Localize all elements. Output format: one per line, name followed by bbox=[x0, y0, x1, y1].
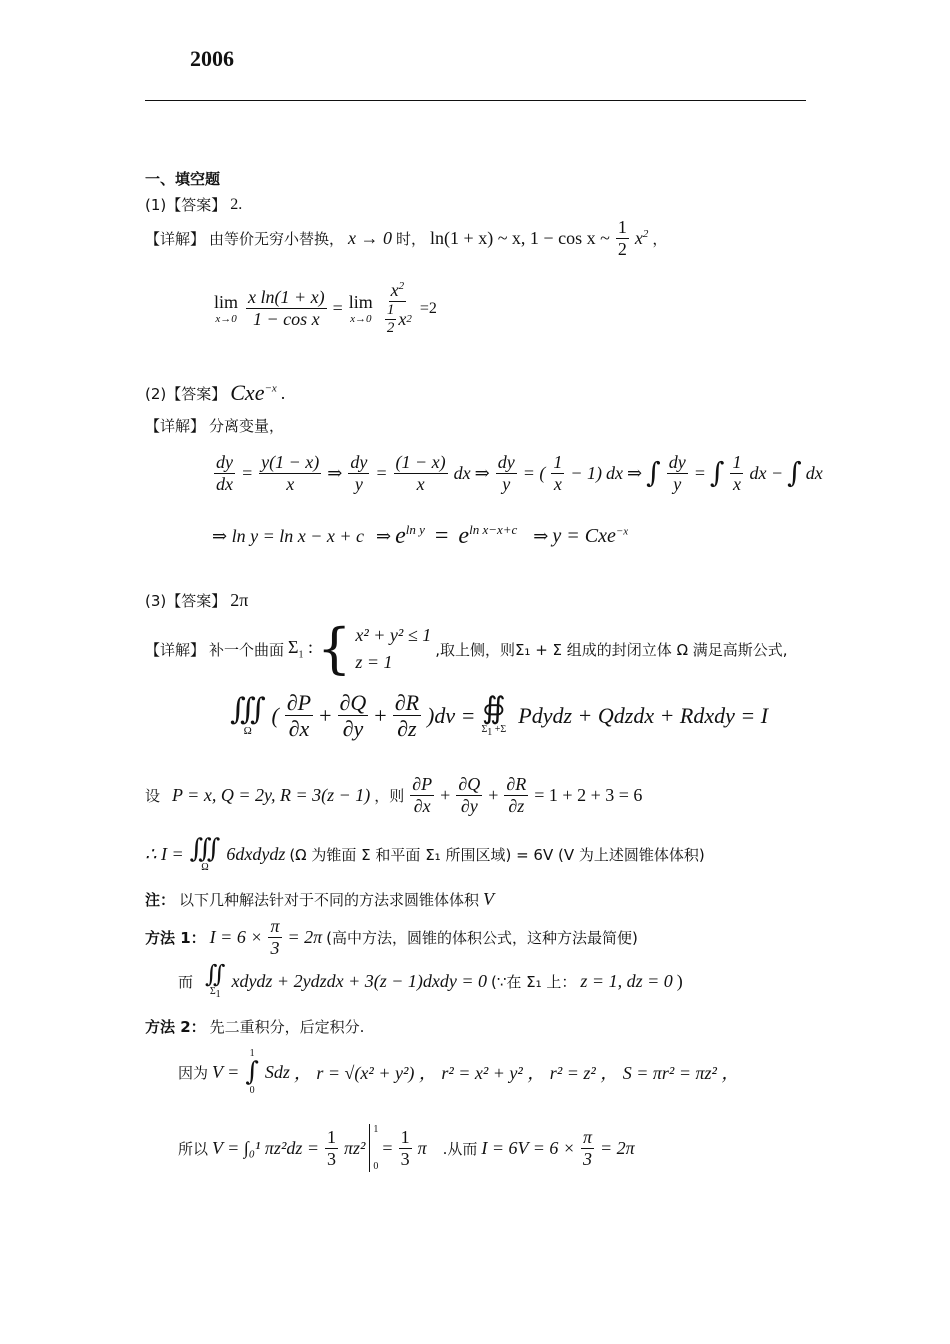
q3-gauss-formula: ∭ Ω ( $\frac{\partial P}{\partial x}$ + $\frac{\partial Q}{\partial y}$ + $\frac{\partial R}{\partial z}$ )dv = ∯ $\Sigma_1 +\Sigma$ Pdydz + Qdzdx + Rdxdy = I bbox=[230, 690, 769, 742]
q1-half-den: 2 bbox=[617, 238, 627, 259]
q3-answer-value: 2π bbox=[230, 590, 249, 610]
q3-method2b-mid: πz² bbox=[344, 1137, 366, 1158]
header-divider bbox=[145, 100, 806, 101]
q3-method2b-pre: 所以 bbox=[178, 1139, 209, 1158]
q3-therefore: ∴ I = bbox=[145, 844, 184, 864]
q3-answer-prefix: (3)【答案】 bbox=[145, 592, 227, 610]
q1-num-1: x ln(1 + x) bbox=[248, 287, 325, 308]
q3-method2b-final: I = 6V = 6 × bbox=[481, 1137, 575, 1158]
q3-method2b-then: .从而 bbox=[442, 1139, 478, 1158]
q2-ln-line: ⇒ ln y = ln x − x + c bbox=[212, 525, 364, 546]
q3-method2a-line: 因为 V = 1 ∫ 0 Sdz ， r = √(x² + y²) ， r² = x² + y² ， r² = z² ， S = πr² = πz² ， bbox=[178, 1048, 740, 1096]
q1-den-1: 1 − cos x bbox=[253, 309, 320, 330]
q3-method2b-final-b: = 2π bbox=[600, 1137, 635, 1158]
q2-e-right: e bbox=[458, 523, 470, 549]
q3-detail-label: 【详解】 bbox=[145, 640, 206, 659]
q1-limit-equation: lim x→0 $\frac{\text{x ln(1 + x)}}{\text{1 − cos x}}$ = lim x→0 $x^2$ $\frac{1}{2}$ x 2 =2 bbox=[214, 280, 437, 336]
q1-lim-word-1: lim bbox=[214, 292, 239, 313]
q1-x-inner: x bbox=[398, 309, 407, 330]
q3-method2a-s: Sdz bbox=[264, 1061, 290, 1082]
q3-method1b-expr: xdydz + 2ydzdx + 3(z − 1)dxdy = 0 bbox=[231, 970, 487, 991]
q3-set-label: 设 bbox=[145, 786, 161, 805]
q1-answer-prefix: (1)【答案】 bbox=[145, 196, 227, 214]
q3-set-line: 设 P = x, Q = 2y, R = 3(z − 1) ，则 $\frac{\partial P}{\partial x}$ + $\frac{\partial Q}{\partial y}$ + $\frac{\partial R}{\partial z}$ = 1 + 2 + 3 = 6 bbox=[145, 774, 643, 816]
q3-method2a-pre: 因为 bbox=[178, 1063, 209, 1082]
q1-half-inner-num: 1 bbox=[385, 302, 397, 320]
q3-therefore-note: (Ω 为锥面 Σ 和平面 Σ₁ 所围区域) = 6V (V 为上述圆锥体体积) bbox=[289, 846, 705, 864]
q3-detail-pre: 补一个曲面 bbox=[209, 640, 285, 659]
q1-fraction-2: $x^2$ $\frac{1}{2}$ x 2 bbox=[386, 280, 412, 336]
q1-x: x bbox=[634, 227, 643, 248]
q3-method2-line bbox=[145, 1016, 364, 1037]
q3-set-then: ，则 bbox=[374, 786, 405, 805]
q2-answer-value: Cxe bbox=[230, 380, 265, 405]
q2-answer-exp: −x bbox=[264, 382, 277, 395]
q1-x-squared: $x^2$ bbox=[634, 227, 649, 248]
q1-detail: 【详解】 由等价无穷小替换， x → 0 时， ln(1 + x) ~ x, 1 − cos x ~ $\frac{1}{2}$ $x^2$ ， bbox=[145, 217, 668, 259]
q3-method1-label: 方法 1： bbox=[145, 928, 206, 947]
q3-method1-text: (高中方法，圆锥的体积公式，这种方法最简便) bbox=[326, 928, 638, 947]
q3-note-v: V bbox=[483, 889, 495, 909]
q1-equivalence: ln(1 + x) ~ x, 1 − cos x ~ bbox=[430, 227, 610, 248]
q2-log-line: ⇒ ln y = ln x − x + c ⇒ $e^{ln y}$ = $e^{ln x-x+c}$ ⇒ y = Cxe$^{-x}$ bbox=[212, 522, 629, 549]
q3-system-line-1: x² + y² ≤ 1 bbox=[355, 625, 432, 645]
q3-detail-post: ,取上侧，则Σ₁ + Σ 组成的封闭立体 Ω 满足高斯公式, bbox=[435, 640, 788, 659]
q3-note-line bbox=[145, 889, 494, 910]
q3-method1-line: 方法 1： I = 6 × $\frac{\pi}{3}$ = 2π (高中方法，圆锥的体积公式，这种方法最简便) bbox=[145, 916, 638, 958]
q3-set-result: = 1 + 2 + 3 = 6 bbox=[534, 784, 643, 805]
q2-detail-label: 【详解】 bbox=[145, 417, 206, 435]
q2-final-exp: −x bbox=[615, 524, 629, 537]
q1-detail-text: 由等价无穷小替换， bbox=[209, 229, 345, 248]
q1-lim-word-2: lim bbox=[348, 292, 373, 313]
q2-separation-chain: $\frac{dy}{dx}$ = $\frac{y(1 - x)}{x}$ ⇒ $\frac{dy}{y}$ = $\frac{(1 - x)}{x}$ dx ⇒ $\frac{dy}{y}$ = ( $\frac{1}{x}$ − 1) dx ⇒ ∫ $\frac{dy}{y}$ = ∫ $\frac{1}{x}$ dx − ∫ dx bbox=[216, 452, 823, 494]
q3-method1b-pre: 而 bbox=[178, 972, 194, 991]
q1-detail-label: 【详解】 bbox=[145, 229, 206, 248]
year-heading: 2006 bbox=[190, 46, 234, 71]
section-title: 一、填空题 bbox=[145, 170, 221, 188]
q2-detail bbox=[145, 415, 284, 436]
q1-half-fraction bbox=[616, 217, 629, 259]
q3-method2a-r: ， r = √(x² + y²) ， r² = x² + y² ， r² = z² ， S = πr² = πz² ， bbox=[293, 1063, 740, 1083]
q1-lim-sub-2: x→0 bbox=[350, 313, 372, 326]
q3-set-expr: P = x, Q = 2y, R = 3(z − 1) bbox=[172, 784, 371, 805]
q1-half-inner-den: 2 bbox=[386, 319, 395, 336]
q2-e-left: e bbox=[395, 523, 406, 549]
q3-method2-text: 先二重积分，后定积分. bbox=[209, 1018, 365, 1036]
q3-method1b-close: ) bbox=[676, 970, 683, 991]
q2-final: y = Cxe bbox=[552, 524, 616, 547]
q3-detail: 【详解】 补一个曲面 $\Sigma_1$ : { x² + y² ≤ 1 z = 1 ,取上侧，则Σ₁ + Σ 组成的封闭立体 Ω 满足高斯公式, bbox=[145, 617, 788, 680]
q3-method1-expr-a: I = 6 × bbox=[209, 926, 263, 947]
q2-detail-text: 分离变量， bbox=[209, 417, 285, 435]
q3-note-label: 注： bbox=[145, 891, 176, 909]
q1-answer-value: 2. bbox=[230, 195, 243, 213]
q1-answer bbox=[145, 194, 242, 215]
q1-lim-sub-1: x→0 bbox=[215, 313, 237, 326]
q3-method2b-eq: = bbox=[382, 1137, 393, 1158]
q3-system-line-2: z = 1 bbox=[355, 652, 393, 672]
q3-answer bbox=[145, 590, 248, 611]
q3-method2b-expr: V = ∫₀¹ πz²dz = bbox=[212, 1137, 319, 1158]
q1-fraction-1 bbox=[246, 287, 327, 329]
q2-answer: (2)【答案】 Cxe$^{-x}$ . bbox=[145, 380, 286, 405]
q1-result: =2 bbox=[419, 299, 437, 317]
q2-e-left-exp: ln y bbox=[405, 522, 425, 537]
q1-lim-1 bbox=[214, 292, 238, 325]
q1-half-inner bbox=[385, 302, 397, 338]
q1-condition-suffix: 时， bbox=[396, 229, 427, 248]
q3-method1b-note: (∵在 Σ₁ 上： bbox=[490, 972, 577, 991]
q3-therefore-expr: 6dxdydz bbox=[226, 844, 286, 864]
q1-num-2: x bbox=[390, 280, 399, 300]
q3-method2-label: 方法 2： bbox=[145, 1018, 206, 1036]
q1-condition: x → 0 bbox=[348, 227, 393, 248]
q3-therefore-line: ∴ I = ∭ Ω 6dxdydz (Ω 为锥面 Σ 和平面 Σ₁ 所围区域) = 6V (V 为上述圆锥体体积) bbox=[145, 834, 705, 873]
q3-method1-expr-b: = 2π bbox=[287, 926, 323, 947]
q2-answer-prefix: (2)【答案】 bbox=[145, 384, 227, 403]
q3-method1b-cond: z = 1, dz = 0 bbox=[580, 970, 673, 991]
q1-lim-2 bbox=[349, 292, 373, 325]
q3-method2b-line: 所以 V = ∫₀¹ πz²dz = $\frac{1}{3}$ πz² 1 0 = $\frac{1}{3}$ π .从而 I = 6V = 6 × $\frac{\pi}{3}$ = 2π bbox=[178, 1124, 635, 1172]
q3-gauss-rhs: Pdydz + Qdzdx + Rdxdy = I bbox=[518, 702, 769, 728]
q3-method1b-line: 而 ∬ $\Sigma_1$ xdydz + 2ydzdx + 3(z − 1)dxdy = 0 (∵在 Σ₁ 上： z = 1, dz = 0 ) bbox=[178, 960, 683, 1000]
q3-method2a-v: V = bbox=[212, 1061, 240, 1082]
q2-e-right-exp: ln x−x+c bbox=[469, 522, 518, 537]
q1-half-num: 1 bbox=[617, 217, 627, 237]
q3-note-text: 以下几种解法针对于不同的方法求圆锥体体积 bbox=[179, 891, 480, 909]
